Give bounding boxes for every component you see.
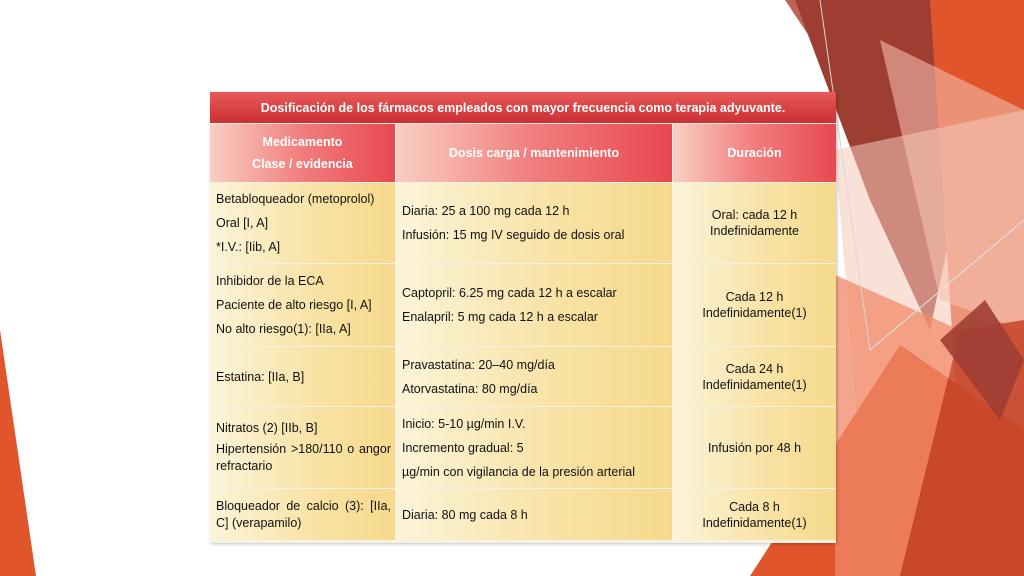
row1-duration-line: Indefinidamente (710, 224, 799, 238)
row2-dose-line: Captopril: 6.25 mg cada 12 h a escalar (402, 286, 617, 300)
row1-dose-line: Diaria: 25 a 100 mg cada 12 h (402, 204, 570, 218)
row4-duration-line: Infusión por 48 h (707, 440, 802, 455)
row4-dose (396, 407, 672, 488)
row3-drug (210, 347, 395, 406)
row5-drug (210, 489, 395, 540)
row2-dose-line: Enalapril: 5 mg cada 12 h a escalar (402, 310, 598, 324)
row2-drug-line: Inhibidor de la ECA (216, 274, 324, 288)
row1-drug (210, 183, 395, 263)
row2-duration-line: Indefinidamente(1) (702, 306, 807, 320)
row4-duration (673, 407, 836, 488)
row4-dose-line: Inicio: 5-10 µg/min I.V. (402, 416, 526, 431)
row2-duration (673, 264, 836, 346)
header-duracion: Duración (673, 124, 836, 182)
row1-drug-line: Oral [I, A] (216, 216, 269, 230)
row5-drug-line: Bloqueador de calcio (3): [IIa, C] (verapamilo) (216, 498, 391, 530)
row3-duration-line: Cada 24 h (725, 361, 784, 376)
header-medicamento-line1: Medicamento (262, 135, 343, 149)
header-dosis: Dosis carga / mantenimiento (396, 124, 672, 182)
row4-dose-line: µg/min con vigilancia de la presión arterial (402, 464, 636, 479)
row2-duration-line: Cada 12 h (725, 290, 784, 304)
row5-duration-line: Indefinidamente(1) (702, 515, 807, 530)
row1-drug-line: *I.V.: [Iib, A] (216, 240, 281, 254)
row1-dose (396, 183, 672, 263)
row5-dose (396, 489, 672, 540)
row1-dose-line: Infusión: 15 mg IV seguido de dosis oral (402, 228, 625, 242)
table-title: Dosificación de los fármacos empleados con mayor frecuencia como terapia adyuvante. (210, 92, 836, 123)
row4-drug-line: Nitratos (2) [IIb, B] (216, 421, 318, 435)
row2-drug (210, 264, 395, 346)
header-medicamento-line2: Clase / evidencia (252, 157, 353, 171)
row1-drug-line: Betabloqueador (metoprolol) (216, 192, 375, 206)
row4-dose-line: Incremento gradual: 5 (402, 440, 524, 455)
row3-duration-line: Indefinidamente(1) (702, 377, 807, 392)
dosage-table (210, 92, 836, 543)
row1-duration (673, 183, 836, 263)
row3-duration (673, 347, 836, 406)
header-medicamento (210, 124, 395, 182)
row2-dose (396, 264, 672, 346)
row4-drug-line: Hipertensión >180/110 o angor refractario (216, 442, 391, 473)
row2-drug-line: Paciente de alto riesgo [I, A] (216, 298, 372, 312)
row3-drug-line: Estatina: [IIa, B] (216, 369, 305, 384)
row5-duration (673, 489, 836, 540)
row1-duration-line: Oral: cada 12 h (711, 208, 798, 222)
row3-dose-line: Pravastatina: 20–40 mg/día (402, 357, 555, 372)
row5-dose-line: Diaria: 80 mg cada 8 h (402, 507, 528, 522)
row2-drug-line: No alto riesgo(1): [IIa, A] (216, 322, 351, 336)
row5-duration-line: Cada 8 h (729, 499, 780, 514)
row3-dose-line: Atorvastatina: 80 mg/día (402, 381, 538, 396)
row4-drug (210, 407, 395, 488)
row3-dose (396, 347, 672, 406)
